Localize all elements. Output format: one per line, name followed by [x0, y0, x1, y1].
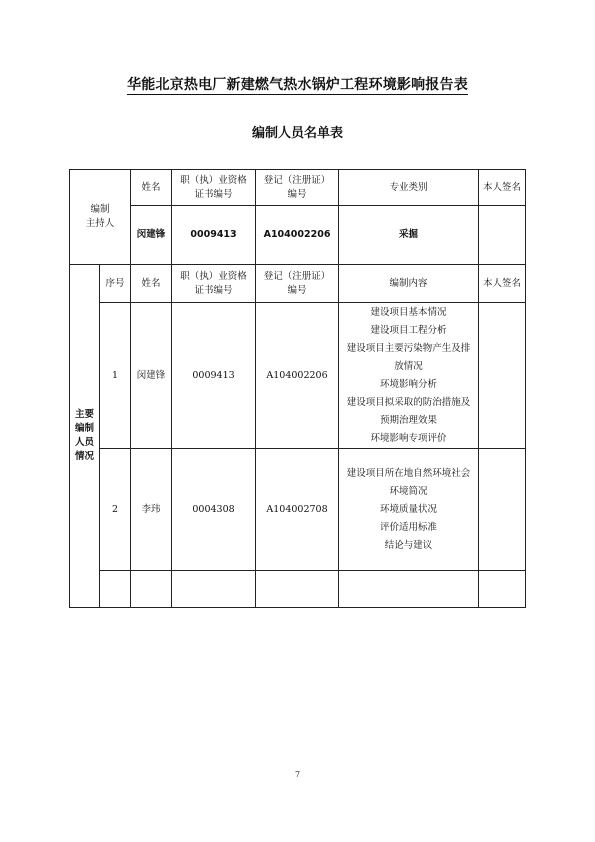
host-header-reg: 登记（注册证） 编号 — [256, 170, 339, 206]
empty-cell — [131, 571, 172, 608]
staff-header-cert: 职（执）业资格 证书编号 — [172, 265, 256, 303]
staff-header-index: 序号 — [100, 265, 131, 303]
document-title — [0, 74, 595, 94]
empty-cell — [256, 571, 339, 608]
empty-cell — [172, 571, 256, 608]
staff-signature — [479, 303, 526, 449]
staff-cert-no: 0004308 — [172, 449, 256, 571]
document-title-text: 华能北京热电厂新建燃气热水锅炉工程环境影响报告表 — [127, 77, 468, 93]
staff-reg-no: A104002206 — [256, 303, 339, 449]
host-reg-no: A104002206 — [256, 206, 339, 265]
staff-table — [69, 169, 526, 608]
staff-index: 1 — [100, 303, 131, 449]
staff-content: 建设项目基本情况 建设项目工程分析 建设项目主要污染物产生及排 放情况 环境影响分析 建设项目拟采取的防治措施及 预期治理效果 环境影响专项评价 — [339, 303, 479, 449]
host-name: 闵建锋 — [131, 206, 172, 265]
host-specialty: 采掘 — [339, 206, 479, 265]
empty-cell — [479, 571, 526, 608]
empty-cell — [339, 571, 479, 608]
host-header-cert: 职（执）业资格 证书编号 — [172, 170, 256, 206]
staff-name: 闵建锋 — [131, 303, 172, 449]
table-caption: 编制人员名单表 — [251, 126, 343, 141]
host-header-specialty: 专业类别 — [339, 170, 479, 206]
host-header-row — [70, 170, 526, 206]
staff-index: 2 — [100, 449, 131, 571]
staff-header-name: 姓名 — [131, 265, 172, 303]
staff-cert-no: 0009413 — [172, 303, 256, 449]
staff-reg-no: A104002708 — [256, 449, 339, 571]
table-row — [70, 449, 526, 571]
host-header-name: 姓名 — [131, 170, 172, 206]
host-header-signature: 本人签名 — [479, 170, 526, 206]
staff-header-row — [70, 265, 526, 303]
empty-table-row — [70, 571, 526, 608]
page-number: 7 — [294, 770, 301, 779]
staff-header-reg: 登记（注册证） 编号 — [256, 265, 339, 303]
host-cert-no: 0009413 — [172, 206, 256, 265]
host-section-label: 编制 主持人 — [70, 170, 131, 265]
staff-signature — [479, 449, 526, 571]
staff-header-signature: 本人签名 — [479, 265, 526, 303]
table-row — [70, 303, 526, 449]
staff-section-label: 主要 编制 人员 情况 — [70, 265, 100, 608]
host-data-row — [70, 206, 526, 265]
host-signature — [479, 206, 526, 265]
staff-header-content: 编制内容 — [339, 265, 479, 303]
staff-name: 李玮 — [131, 449, 172, 571]
empty-cell — [100, 571, 131, 608]
staff-content: 建设项目所在地自然环境社会 环境简况 环境质量状况 评价适用标准 结论与建议 — [339, 449, 479, 571]
